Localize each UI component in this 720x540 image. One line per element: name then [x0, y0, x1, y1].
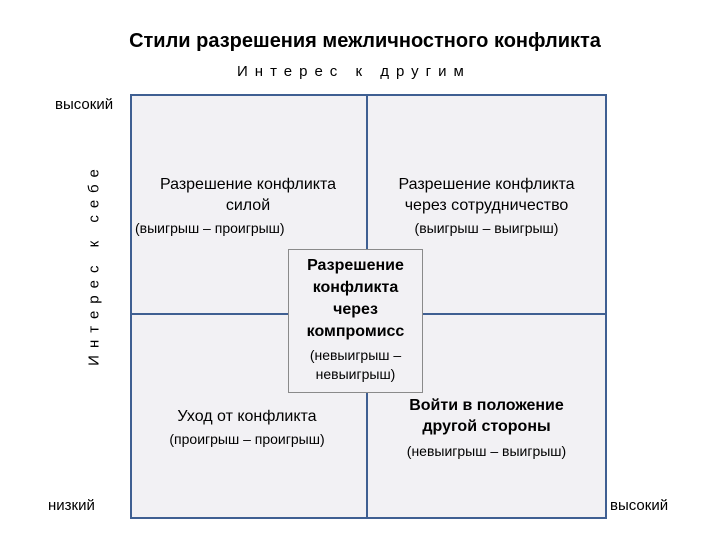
- quadrant-force-title-line2: силой: [225, 197, 271, 214]
- y-axis-label: Интерес к себе: [85, 162, 103, 366]
- quadrant-force-title: [133, 174, 363, 216]
- quadrant-avoidance-subtitle: (проигрыш – проигрыш): [169, 431, 325, 447]
- axis-low-label: низкий: [48, 497, 95, 514]
- quadrant-cooperation-subtitle: (выигрыш – выигрыш): [414, 220, 559, 236]
- compromise-subtitle-line2: невыигрыш): [315, 366, 396, 382]
- quadrant-cooperation-title-line2: через сотрудничество: [404, 197, 569, 214]
- quadrant-accommodation-title-line1: Войти в положение: [409, 397, 564, 414]
- compromise-title-line3: через: [333, 301, 378, 318]
- compromise-subtitle: [289, 346, 422, 384]
- compromise-title-line1: Разрешение: [307, 257, 404, 274]
- x-axis-label: Интерес к другим: [237, 63, 471, 80]
- diagram-title: Стили разрешения межличностного конфликта: [129, 30, 601, 52]
- quadrant-cooperation-title-line1: Разрешение конфликта: [398, 176, 575, 193]
- quadrant-accommodation-subtitle: (невыигрыш – выигрыш): [406, 443, 567, 459]
- compromise-title-line2: конфликта: [312, 279, 399, 296]
- quadrant-accommodation-title-line2: другой стороны: [422, 418, 551, 435]
- compromise-box: [288, 249, 423, 393]
- y-axis-high-label: высокий: [55, 96, 114, 113]
- quadrant-accommodation-title: [368, 395, 605, 437]
- quadrant-force-title-line1: Разрешение конфликта: [159, 176, 337, 193]
- quadrant-avoidance-title: Уход от конфликта: [177, 408, 317, 425]
- x-axis-high-label: высокий: [610, 497, 669, 514]
- quadrant-force-subtitle: (выигрыш – проигрыш): [135, 220, 285, 236]
- compromise-subtitle-line1: (невыигрыш –: [309, 347, 402, 363]
- quadrant-cooperation-title: [368, 174, 605, 216]
- compromise-title-line4: компромисс: [306, 323, 405, 340]
- compromise-title: [289, 255, 422, 343]
